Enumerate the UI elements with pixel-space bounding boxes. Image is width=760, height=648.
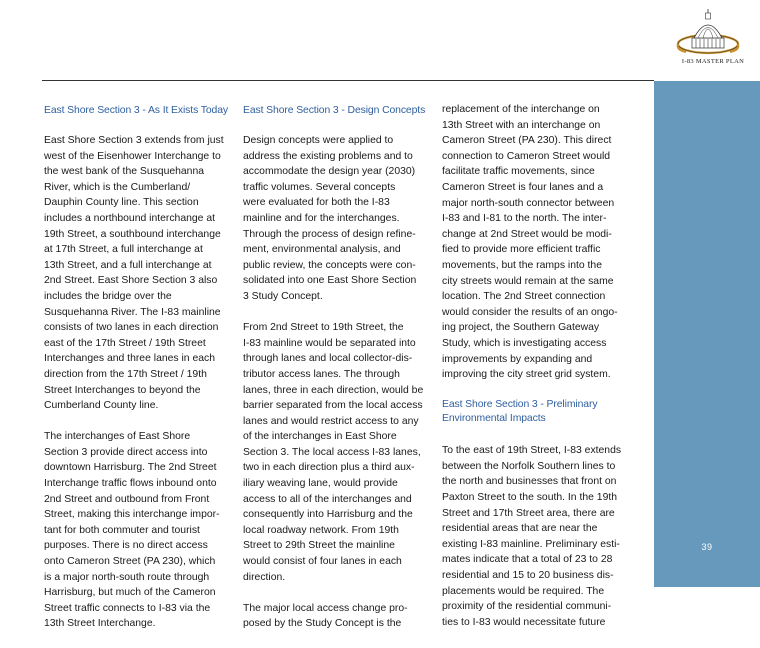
column-2 bbox=[243, 104, 429, 648]
logo-title: I-83 MASTER PLAN bbox=[681, 58, 745, 65]
accent-sidebar bbox=[654, 81, 760, 587]
section-heading-design-concepts: East Shore Section 3 - Design Concepts bbox=[243, 105, 426, 116]
body-paragraph: The interchanges of East Shore Section 3 provide direct access into downtown Harrisburg. The 2nd Street Interchange traffic flows inbound onto 2nd Street and outbound from Front Street, making this interchange impor- tant for both commuter and tourist purposes. There is no direct access onto Cameron Street (PA 230), which is a major north-south route through Harrisburg, but much of the Cameron Street traffic connects to I-83 via the 13th Street Interchange. bbox=[44, 431, 220, 630]
i83-master-plan-logo bbox=[672, 8, 754, 72]
body-paragraph: To the east of 19th Street, I-83 extends between the Norfolk Southern lines to the north and businesses that front on Paxton Street to the south. In the 19th Street and 17th Street area, there are residential areas that are near the existing I-83 mainline. Preliminary esti- mates indicate that a total of 23 to 28 residential and 15 to 20 business dis- placements would be required. The proximity of the residential communi- ties to I-83 would necessitate future bbox=[442, 445, 622, 628]
body-paragraph: East Shore Section 3 extends from just west of the Eisenhower Interchange to the west bank of the Susquehanna River, which is the Cumberland/ Dauphin County line. This section includes a northbound interchange at 19th Street, a southbound interchange at 17th Street, a full interchange at 13th Street, and a full interchange at 2nd Street. East Shore Section 3 also includes the bridge over the Susquehanna River. The I-83 mainline consists of two lanes in each direction east of the 17th Street / 19th Street Interchanges and three lanes in each direction from the 17th Street / 19th Street Interchanges to beyond the Cumberland County line. bbox=[44, 135, 224, 412]
body-paragraph: replacement of the interchange on 13th Street with an interchange on Cameron Street (PA 230). This direct connection to Cameron Street would facilitate traffic movements, since Cameron Street is four lanes and a major north-south connector between I-83 and I-81 to the north. The inter- change at 2nd Street would be modi- fied to provide more efficient traffic movements, but the ramps into the city streets would remain at the same location. The 2nd Street connection would consider the results of an ongo- ing project, the Southern Gateway Study, which is investigating access improvements by expanding and improving the city street grid system. bbox=[442, 104, 618, 381]
body-paragraph: The major local access change pro- posed by the Study Concept is the bbox=[243, 602, 408, 630]
body-paragraph: From 2nd Street to 19th Street, the I-83 mainline would be separated into through lanes and local collector-dis- tributor access lanes. The through lanes, three in each direction, would be barrier separated from the local access lanes and would restrict access to any of the interchanges in East Shore Section 3. The local access I-83 lanes, two in each direction plus a third aux- iliary weaving lane, would provide access to all of the interchanges and consequently into Harrisburg and the local roadway network. From 19th Street to 29th Street the mainline would consist of four lanes in each direction. bbox=[243, 322, 424, 583]
body-paragraph: Design concepts were applied to address the existing problems and to accommodate the design year (2030) traffic volumes. Several concepts were evaluated for both the I-83 mainline and for the interchanges. Through the process of design refine- ment, environmental analysis, and public review, the concepts were con- solidated into one East Shore Section 3 Study Concept. bbox=[243, 135, 417, 302]
capitol-dome-icon bbox=[672, 8, 754, 58]
section-heading-as-it-exists: East Shore Section 3 - As It Exists Today bbox=[44, 105, 228, 116]
column-3 bbox=[442, 102, 622, 646]
page-number: 39 bbox=[701, 542, 713, 552]
header-divider bbox=[42, 80, 654, 81]
column-1 bbox=[44, 104, 234, 648]
section-heading-environmental-impacts: East Shore Section 3 - Preliminary Environmental Impacts bbox=[442, 399, 598, 425]
